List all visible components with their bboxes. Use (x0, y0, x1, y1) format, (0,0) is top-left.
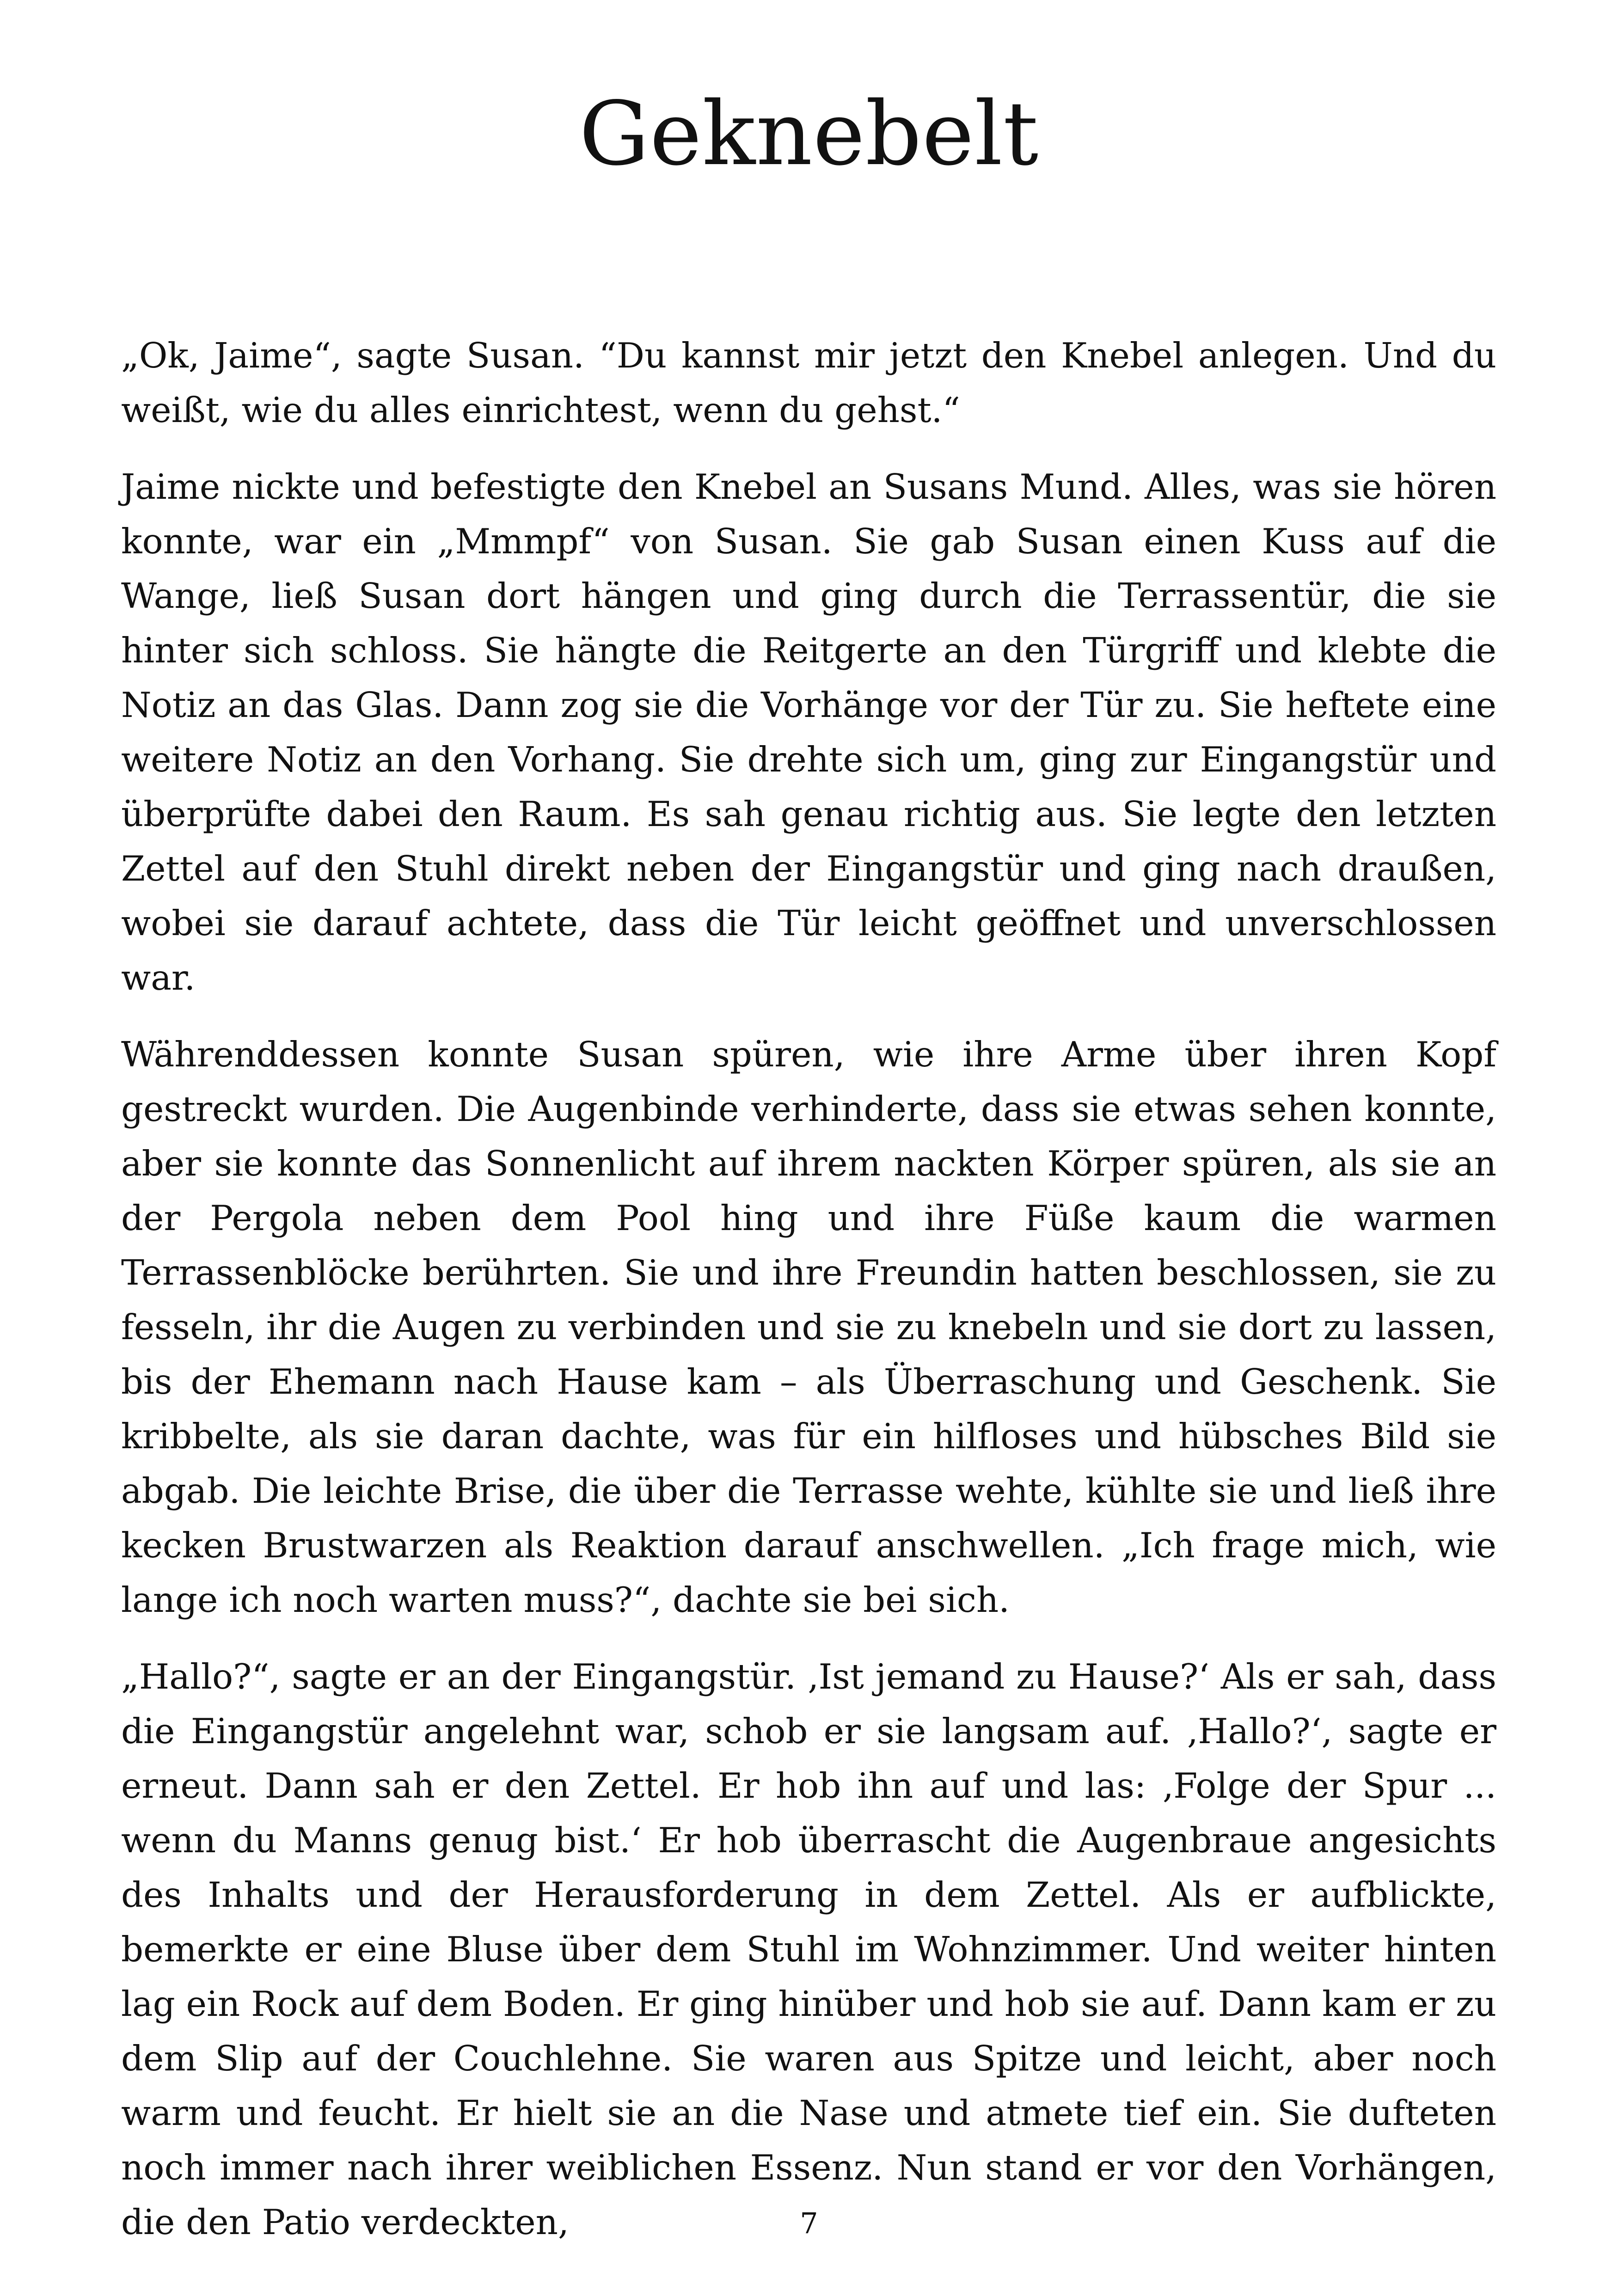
paragraph: „Hallo?“, sagte er an der Eingangstür. ‚Ist jemand zu Hause?‘ Als er sah, dass die Eingangstür angelehnt war, schob er sie langsam auf. ‚Hallo?‘, sagte er erneut. Dann sah er den Zettel. Er hob ihn auf und las: ‚Folge der Spur ... wenn du Manns genug bist.‘ Er hob überrascht die Augenbraue angesichts des Inhalts und der Herausforderung in dem Zettel. Als er aufblickte, bemerkte er eine Bluse über dem Stuhl im Wohnzimmer. Und weiter hinten lag ein Rock auf dem Boden. Er ging hinüber und hob sie auf. Dann kam er zu dem Slip auf der Couchlehne. Sie waren aus Spitze und leicht, aber noch warm und feucht. Er hielt sie an die Nase und atmete tief ein. Sie dufteten noch immer nach ihrer weiblichen Essenz. Nun stand er vor den Vorhängen, die den Patio verdeckten, (121, 1656, 1496, 2242)
paragraph: Jaime nickte und befestigte den Knebel an Susans Mund. Alles, was sie hören konnte, war ein „Mmmpf“ von Susan. Sie gab Susan einen Kuss auf die Wange, ließ Susan dort hängen und ging durch die Terrassentür, die sie hinter sich schloss. Sie hängte die Reitgerte an den Türgriff und klebte die Notiz an das Glas. Dann zog sie die Vorhänge vor der Tür zu. Sie heftete eine weitere Notiz an den Vorhang. Sie drehte sich um, ging zur Eingangstür und überprüfte dabei den Raum. Es sah genau richtig aus. Sie legte den letzten Zettel auf den Stuhl direkt neben der Eingangstür und ging nach draußen, wobei sie darauf achtete, dass die Tür leicht geöffnet und unverschlossen war. (121, 466, 1496, 998)
body-text (121, 328, 1496, 2272)
chapter-title: Geknebelt (579, 83, 1039, 185)
paragraph: „Ok, Jaime“, sagte Susan. “Du kannst mir jetzt den Knebel anlegen. Und du weißt, wie du alles einrichtest, wenn du gehst.“ (121, 335, 1496, 430)
paragraph: Währenddessen konnte Susan spüren, wie ihre Arme über ihren Kopf gestreckt wurden. Die Augenbinde verhinderte, dass sie etwas sehen konnte, aber sie konnte das Sonnenlicht auf ihrem nackten Körper spüren, als sie an der Pergola neben dem Pool hing und ihre Füße kaum die warmen Terrassenblöcke berührten. Sie und ihre Freundin hatten beschlossen, sie zu fesseln, ihr die Augen zu verbinden und sie zu knebeln und sie dort zu lassen, bis der Ehemann nach Hause kam – als Überraschung und Geschenk. Sie kribbelte, als sie daran dachte, was für ein hilfloses und hübsches Bild sie abgab. Die leichte Brise, die über die Terrasse wehte, kühlte sie und ließ ihre kecken Brustwarzen als Reaktion darauf anschwellen. „Ich frage mich, wie lange ich noch warten muss?“, dachte sie bei sich. (121, 1034, 1496, 1620)
page-number: 7 (800, 2206, 818, 2240)
